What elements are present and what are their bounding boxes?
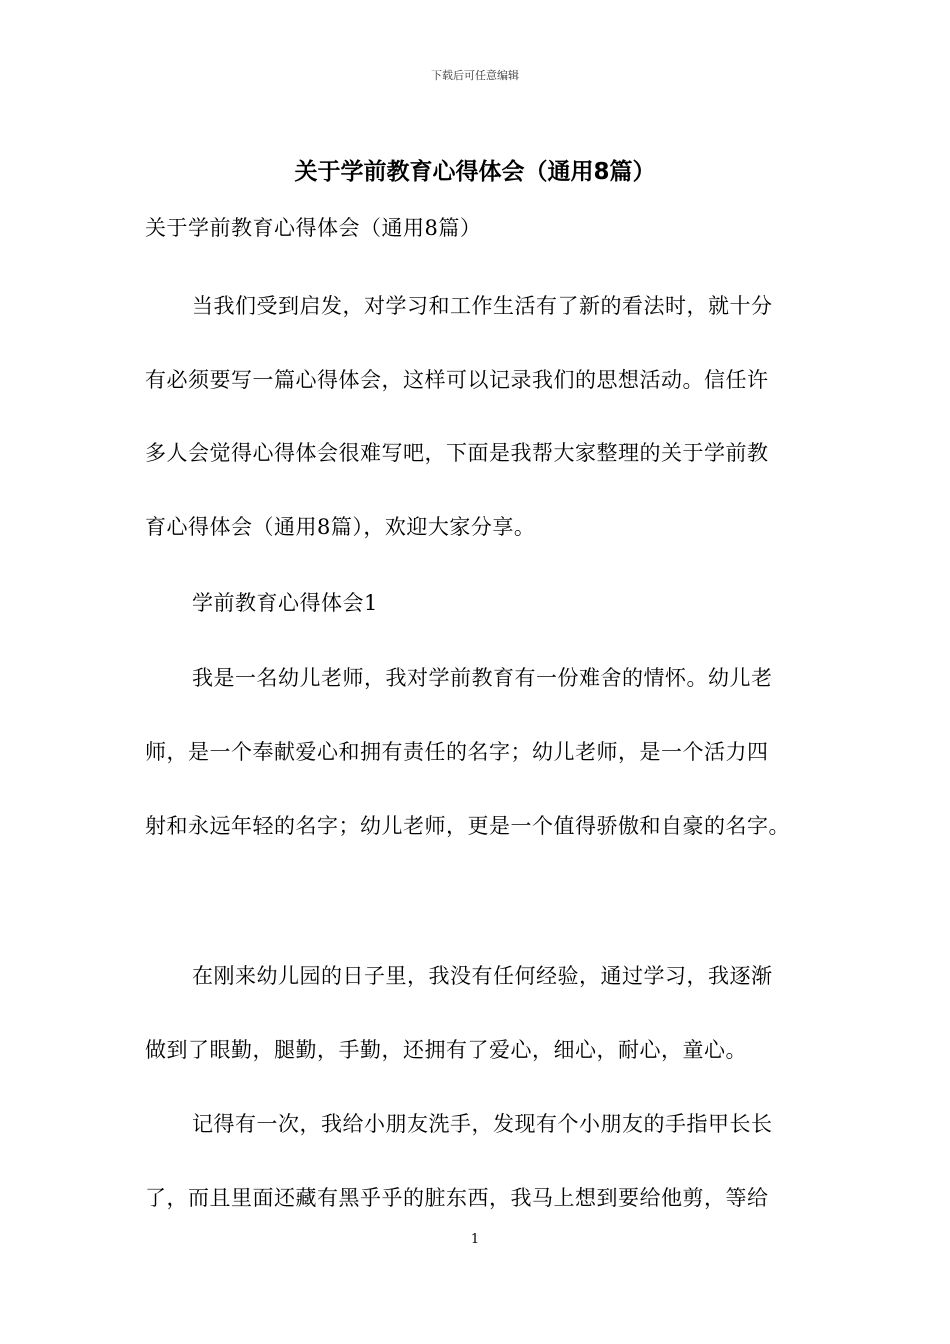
section-heading: 学前教育心得体会1 (192, 591, 378, 615)
paragraph-line: 在刚来幼儿园的日子里，我没有任何经验，通过学习，我逐渐 (192, 964, 773, 988)
paragraph-line: 做到了眼勤，腿勤，手勤，还拥有了爱心，细心，耐心，童心。 (145, 1038, 747, 1062)
intro-line: 育心得体会（通用8篇），欢迎大家分享。 (145, 515, 536, 539)
paragraph-line: 师，是一个奉献爱心和拥有责任的名字；幼儿老师，是一个活力四 (145, 740, 769, 764)
page-number: 1 (470, 1232, 480, 1247)
document-title: 关于学前教育心得体会（通用8篇） (294, 159, 656, 185)
intro-line: 多人会觉得心得体会很难写吧，下面是我帮大家整理的关于学前教 (145, 441, 769, 465)
paragraph-line: 我是一名幼儿老师，我对学前教育有一份难舍的情怀。幼儿老 (192, 666, 773, 690)
paragraph-line: 记得有一次，我给小朋友洗手，发现有个小朋友的手指甲长长 (192, 1112, 773, 1136)
intro-line: 有必须要写一篇心得体会，这样可以记录我们的思想活动。信任许 (145, 368, 769, 392)
document-subtitle: 关于学前教育心得体会（通用8篇） (145, 216, 482, 240)
paragraph-line: 了，而且里面还藏有黑乎乎的脏东西，我马上想到要给他剪，等给 (145, 1186, 769, 1210)
paragraph-line: 射和永远年轻的名字；幼儿老师，更是一个值得骄傲和自豪的名字。 (145, 814, 790, 838)
intro-line: 当我们受到启发，对学习和工作生活有了新的看法时，就十分 (192, 294, 773, 318)
header-note: 下载后可任意编辑 (431, 69, 519, 82)
